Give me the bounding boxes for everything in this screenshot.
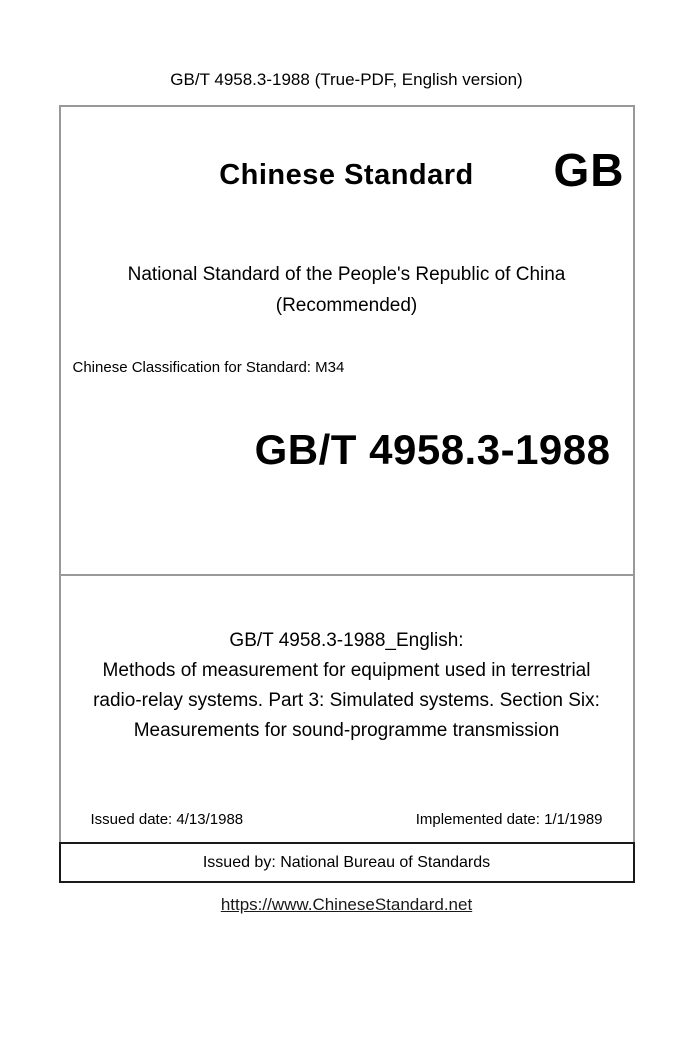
footer	[0, 895, 693, 915]
classification-code: Chinese Classification for Standard: M34	[72, 359, 345, 376]
issuer-panel	[59, 842, 635, 883]
brand-title: Chinese Standard	[219, 159, 474, 191]
english-title-block	[61, 626, 633, 746]
brand-row	[61, 144, 633, 201]
dates-row	[91, 811, 603, 828]
cover-panel	[59, 105, 635, 576]
english-title-line: Methods of measurement for equipment used in terrestrial	[102, 660, 591, 681]
details-panel	[59, 574, 635, 844]
english-title-line: Measurements for sound-programme transmission	[133, 720, 560, 741]
issued-date: Issued date: 4/13/1988	[90, 811, 244, 828]
national-standard-block	[61, 259, 633, 321]
issuer-text: Issued by: National Bureau of Standards	[202, 853, 491, 871]
website-link[interactable]: https://www.ChineseStandard.net	[220, 895, 473, 914]
implemented-date: Implemented date: 1/1/1989	[415, 811, 603, 828]
english-title-line: radio-relay systems. Part 3: Simulated systems. Section Six:	[93, 690, 600, 711]
english-title-line: GB/T 4958.3-1988_English:	[229, 630, 464, 651]
recommended-line: (Recommended)	[275, 295, 418, 316]
document-header-title: GB/T 4958.3-1988 (True-PDF, English version)	[170, 70, 523, 89]
gb-logo: GB	[553, 144, 625, 196]
national-standard-line: National Standard of the People's Republic of China	[127, 264, 566, 285]
standard-number: GB/T 4958.3-1988	[254, 426, 611, 473]
